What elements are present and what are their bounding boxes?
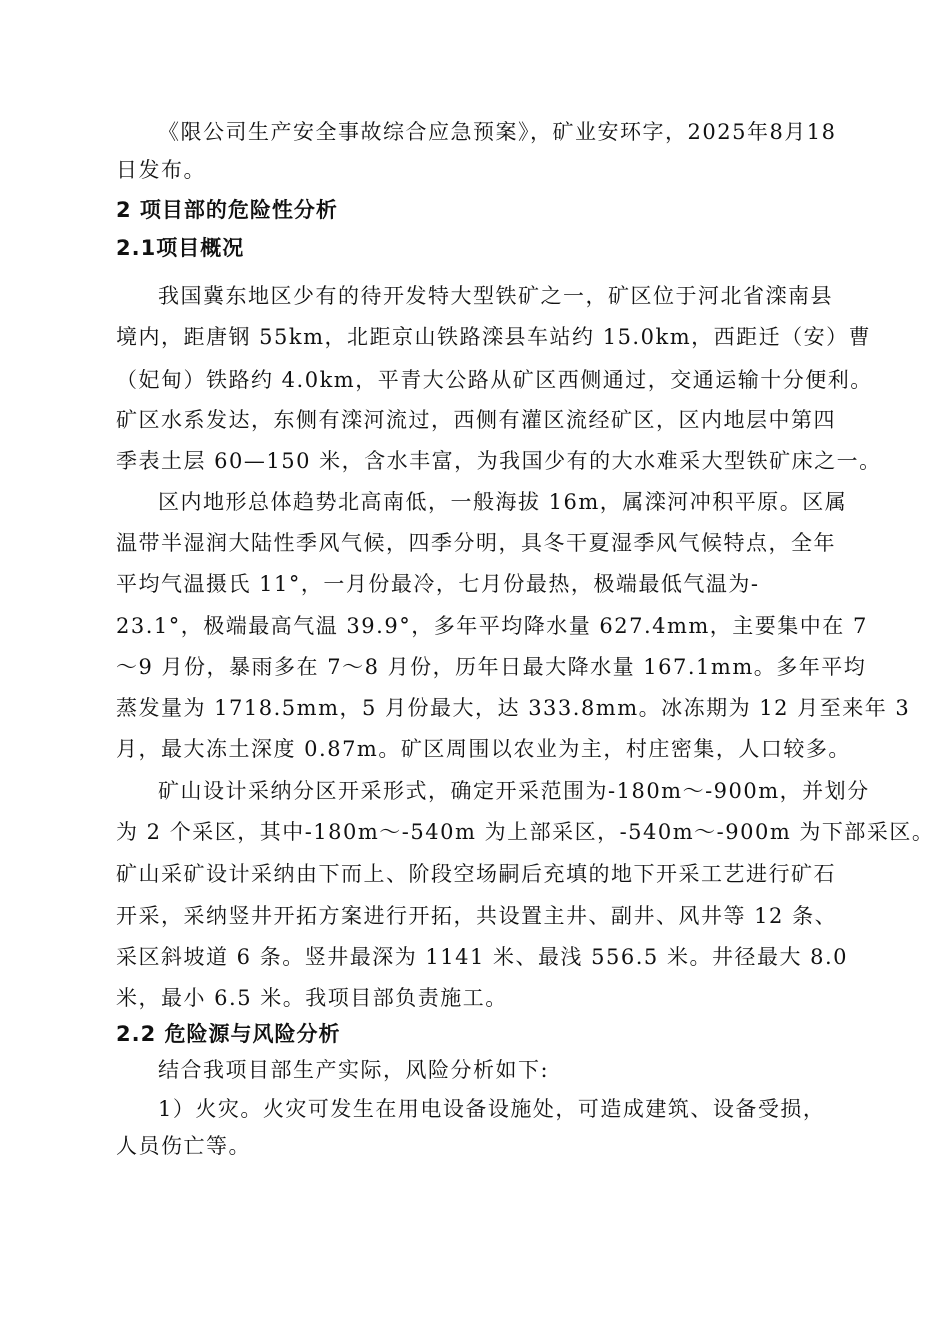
paragraph-line: 日发布。 (116, 158, 206, 182)
section-heading: 2 项目部的危险性分析 (116, 198, 338, 222)
subsection-heading: 2.2 危险源与风险分析 (116, 1022, 341, 1046)
paragraph-line: 月，最大冻土深度 0.87m。矿区周围以农业为主，村庄密集，人口较多。 (116, 737, 851, 761)
paragraph-line: 矿山采矿设计采纳由下而上、阶段空场嗣后充填的地下开采工艺进行矿石 (116, 862, 836, 886)
paragraph-line: 1）火灾。火灾可发生在用电设备设施处，可造成建筑、设备受损， (158, 1097, 826, 1121)
paragraph-line: 温带半湿润大陆性季风气候，四季分明，具冬干夏湿季风气候特点，全年 (116, 531, 836, 555)
paragraph-line: 我国冀东地区少有的待开发特大型铁矿之一，矿区位于河北省滦南县 (158, 284, 833, 308)
paragraph-line: 结合我项目部生产实际，风险分析如下: (158, 1058, 550, 1082)
paragraph-line: 平均气温摄氏 11°，一月份最冷，七月份最热，极端最低气温为- (116, 572, 760, 596)
paragraph-line: 区内地形总体趋势北高南低，一般海拔 16m，属滦河冲积平原。区属 (158, 490, 848, 514)
paragraph-line: 为 2 个采区，其中-180m～-540m 为上部采区，-540m～-900m 为下部采区。 (116, 820, 935, 844)
paragraph-line: 矿区水系发达，东侧有滦河流过，西侧有灌区流经矿区，区内地层中第四 (116, 408, 836, 432)
paragraph-line: 蒸发量为 1718.5mm，5 月份最大，达 333.8mm。冰冻期为 12 月至来年 3 (116, 696, 911, 720)
paragraph-line: 23.1°，极端最高气温 39.9°，多年平均降水量 627.4mm，主要集中在 7 (116, 614, 868, 638)
paragraph-line: 境内，距唐钢 55km，北距京山铁路滦县车站约 15.0km，西距迁（安）曹 (116, 325, 872, 349)
paragraph-line: 矿山设计采纳分区开采形式，确定开采范围为-180m～-900m，并划分 (158, 779, 870, 803)
paragraph-line: 人员伤亡等。 (116, 1134, 251, 1158)
paragraph-line: （妃甸）铁路约 4.0km，平青大公路从矿区西侧通过，交通运输十分便利。 (116, 368, 873, 392)
paragraph-line: ～9 月份，暴雨多在 7～8 月份，历年日最大降水量 167.1mm。多年平均 (116, 655, 867, 679)
subsection-heading: 2.1项目概况 (116, 236, 245, 260)
paragraph-line: 采区斜坡道 6 条。竖井最深为 1141 米、最浅 556.5 米。井径最大 8.0 (116, 945, 849, 969)
paragraph-line: 《限公司生产安全事故综合应急预案》，矿业安环字，2025年8月18 (158, 120, 837, 144)
paragraph-line: 开采，采纳竖井开拓方案进行开拓，共设置主井、副井、风井等 12 条、 (116, 904, 838, 928)
paragraph-line: 季表土层 60—150 米，含水丰富，为我国少有的大水难采大型铁矿床之一。 (116, 449, 882, 473)
paragraph-line: 米，最小 6.5 米。我项目部负责施工。 (116, 986, 508, 1010)
